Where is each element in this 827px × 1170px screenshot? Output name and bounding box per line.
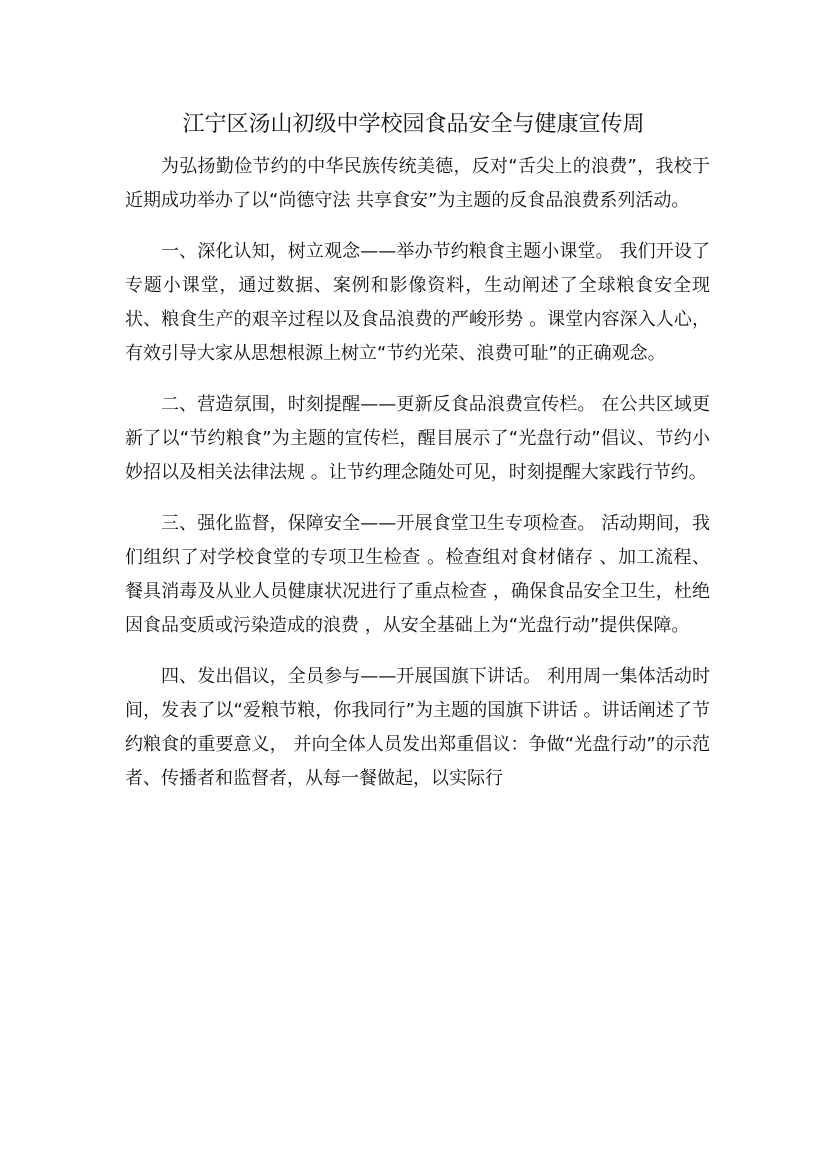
- section-three-paragraph: 三、强化监督，保障安全——开展食堂卫生专项检查。 活动期间，我们组织了对学校食堂的专项卫生检查 。检查组对食材储存 、加工流程、餐具消毒及从业人员健康状况进行了重点检查 ，确保食品安全卫生，杜绝因食品变质或污染造成的浪费 ，从安全基础上为“光盘行动”提供保障。: [125, 513, 710, 636]
- section-one-paragraph: 一、深化认知，树立观念——举办节约粮食主题小课堂。 我们开设了专题小课堂，通过数据、案例和影像资料，生动阐述了全球粮食安全现状、粮食生产的艰辛过程以及食品浪费的严峻形势 。课堂内容深入人心，有效引导大家从思想根源上树立“节约光荣、浪费可耻”的正确观念。: [125, 241, 710, 364]
- document-body: [125, 150, 710, 813]
- section-four-paragraph: 四、发出倡议，全员参与——开展国旗下讲话。 利用周一集体活动时间，发表了以“爱粮节粮，你我同行”为主题的国旗下讲话 。讲话阐述了节约粮食的重要意义， 并向全体人员发出郑重倡议：争做“光盘行动”的示范者、传播者和监督者，从每一餐做起，以实际行: [125, 666, 710, 789]
- document-title: 江宁区汤山初级中学校园食品安全与健康宣传周: [182, 112, 645, 137]
- intro-paragraph: 为弘扬勤俭节约的中华民族传统美德，反对“舌尖上的浪费”，我校于近期成功举办了以“尚德守法 共享食安”为主题的反食品浪费系列活动。: [125, 156, 710, 211]
- section-two-paragraph: 二、营造氛围，时刻提醒——更新反食品浪费宣传栏。 在公共区域更新了以“节约粮食”为主题的宣传栏，醒目展示了“光盘行动”倡议、节约小妙招以及相关法律法规 。让节约理念随处可见，时刻提醒大家践行节约。: [125, 394, 710, 483]
